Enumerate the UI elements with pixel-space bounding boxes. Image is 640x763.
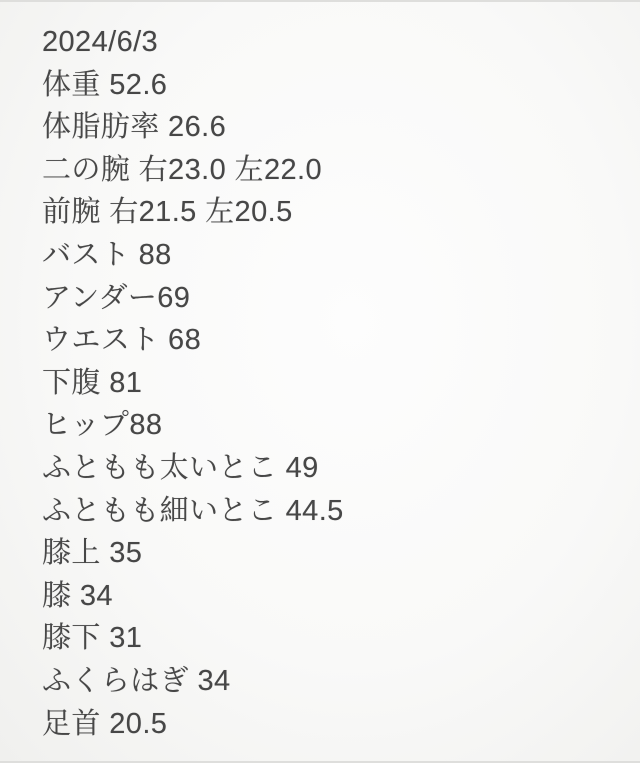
above-knee-line: 膝上 35: [42, 537, 143, 570]
body-fat-line: 体脂肪率 26.6: [42, 111, 227, 144]
lower-abdomen-line: 下腹 81: [42, 366, 143, 399]
hip-line: ヒップ88: [42, 409, 163, 442]
top-edge-divider: [0, 0, 640, 2]
below-knee-line: 膝下 31: [42, 622, 143, 655]
knee-line: 膝 34: [42, 579, 113, 612]
waist-line: ウエスト 68: [42, 324, 202, 357]
ankle-line: 足首 20.5: [42, 707, 168, 740]
weight-line: 体重 52.6: [42, 68, 168, 101]
date-line: 2024/6/3: [42, 26, 159, 58]
forearm-line: 前腕 右21.5 左20.5: [42, 196, 293, 229]
underbust-line: アンダー69: [42, 281, 191, 314]
calf-line: ふくらはぎ 34: [42, 664, 231, 697]
thigh-thin-line: ふともも細いとこ 44.5: [42, 494, 344, 527]
upper-arm-line: 二の腕 右23.0 左22.0: [42, 153, 322, 186]
thigh-thick-line: ふともも太いとこ 49: [42, 451, 319, 484]
note-body: [42, 21, 620, 745]
bust-line: バスト 88: [42, 238, 172, 271]
